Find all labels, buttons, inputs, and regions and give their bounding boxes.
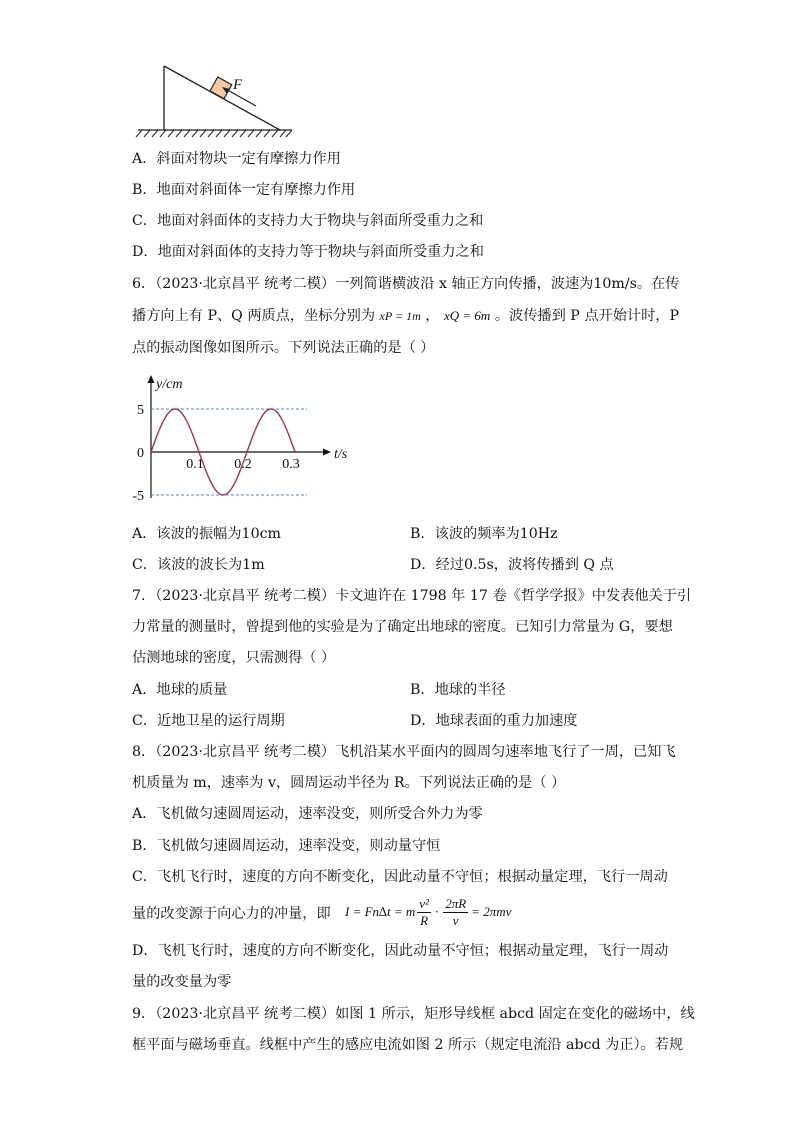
ground-hatching	[136, 130, 292, 137]
x-axis	[151, 449, 331, 456]
q8-option-a: A．飞机做匀速圆周运动，速率没变，则所受合外力为零	[132, 806, 483, 822]
q8-option-b: B．飞机做匀速圆周运动，速率没变，则动量守恒	[132, 838, 441, 854]
x-axis-arrow	[323, 449, 331, 456]
q8-option-c-line1: C．飞机飞行时，速度的方向不断变化，因此动量不守恒；根据动量定理，飞行一周动	[132, 869, 668, 885]
formula-frac2-den: v	[452, 912, 459, 928]
q6-stem-line2-b: 。波传播到 P 点开始计时，P	[494, 308, 679, 324]
q8-option-d-line2: 量的改变量为零	[132, 974, 232, 990]
formula-frac1	[417, 896, 431, 929]
formula-lhs: I = Fn∆t = m	[345, 904, 416, 919]
q7-option-a: A．地球的质量	[132, 682, 228, 698]
formula-frac1-den: R	[420, 912, 429, 928]
y-tick-label: 5	[137, 403, 144, 418]
momentum-formula	[345, 889, 511, 935]
formula-rhs: = 2πmv	[471, 904, 512, 919]
formula-frac2-num: 2πR	[445, 895, 467, 911]
q6-xp: xP = 1m	[379, 309, 421, 323]
q6-option-d: D．经过0.5s，波将传播到 Q 点	[410, 557, 614, 573]
q6-stem-line2	[132, 306, 679, 326]
q7-stem-line1: 7．（2023·北京昌平 统考二模）卡文迪许在 1798 年 17 卷《哲学学报》中发表他关于引	[132, 588, 692, 604]
y-axis-label: y/cm	[156, 377, 183, 392]
q7-option-c: C．近地卫星的运行周期	[132, 713, 285, 729]
formula-frac1-num: v²	[419, 895, 429, 911]
q6-xq: xQ = 6m	[443, 308, 491, 323]
q9-stem-line2: 框平面与磁场垂直。线框中产生的感应电流如图 2 所示（规定电流沿 abcd 为正）。若规	[132, 1037, 684, 1053]
formula-dot: ·	[434, 904, 439, 919]
q6-stem-line1: 6．（2023·北京昌平 统考二模）一列简谐横波沿 x 轴正方向传播，波速为10m/s。在传	[132, 276, 680, 292]
q6-stem-line3: 点的振动图像如图所示。下列说法正确的是（ ）	[132, 340, 435, 356]
x-tick-label: 0.2	[234, 457, 252, 472]
q7-option-d: D．地球表面的重力加速度	[410, 713, 578, 729]
q6-option-c: C．该波的波长为1m	[132, 557, 265, 573]
y-axis	[148, 375, 155, 498]
formula-frac2	[443, 896, 468, 929]
q8-option-c-line2: 量的改变源于向心力的冲量，即	[132, 906, 331, 922]
vibration-graph	[120, 368, 370, 508]
y-tick-label: -5	[132, 489, 144, 504]
q7-stem-line2: 力常量的测量时，曾提到他的实验是为了确定出地球的密度。已知引力常量为 G，要想	[132, 619, 673, 635]
q7-stem-line3: 估测地球的密度，只需测得（ ）	[132, 650, 336, 666]
q5-option-a: A．斜面对物块一定有摩擦力作用	[132, 151, 341, 167]
q6-sep: ，	[425, 308, 440, 324]
x-tick-label: 0.3	[282, 457, 300, 472]
x-axis-label: t/s	[334, 447, 348, 462]
q5-option-c: C．地面对斜面体的支持力大于物块与斜面所受重力之和	[132, 213, 484, 229]
incline-figure	[130, 60, 300, 140]
q9-stem-line1: 9．（2023·北京昌平 统考二模）如图 1 所示，矩形导线框 abcd 固定在变化的磁场中，线	[132, 1006, 695, 1022]
q6-option-a: A．该波的振幅为10cm	[132, 526, 282, 542]
block	[210, 77, 232, 99]
q8-stem-line2: 机质量为 m，速率为 v，圆周运动半径为 R。下列说法正确的是（ ）	[132, 775, 566, 791]
q8-option-d-line1: D．飞机飞行时，速度的方向不断变化，因此动量不守恒；根据动量定理，飞行一周动	[132, 943, 669, 959]
y-tick-label: 0	[137, 446, 144, 461]
q6-option-b: B．该波的频率为10Hz	[410, 526, 558, 542]
x-tick-label: 0.1	[186, 457, 204, 472]
q5-option-b: B．地面对斜面体一定有摩擦力作用	[132, 182, 356, 198]
y-axis-arrow	[148, 375, 155, 383]
force-label: F	[233, 77, 243, 93]
q6-stem-line2-a: 播方向上有 P、Q 两质点，坐标分别为	[132, 308, 376, 324]
q5-option-d: D．地面对斜面体的支持力等于物块与斜面所受重力之和	[132, 244, 484, 260]
q8-stem-line1: 8．（2023·北京昌平 统考二模）飞机沿某水平面内的圆周匀速率地飞行了一周，已知飞	[132, 744, 676, 760]
q7-option-b: B．地球的半径	[410, 682, 506, 698]
